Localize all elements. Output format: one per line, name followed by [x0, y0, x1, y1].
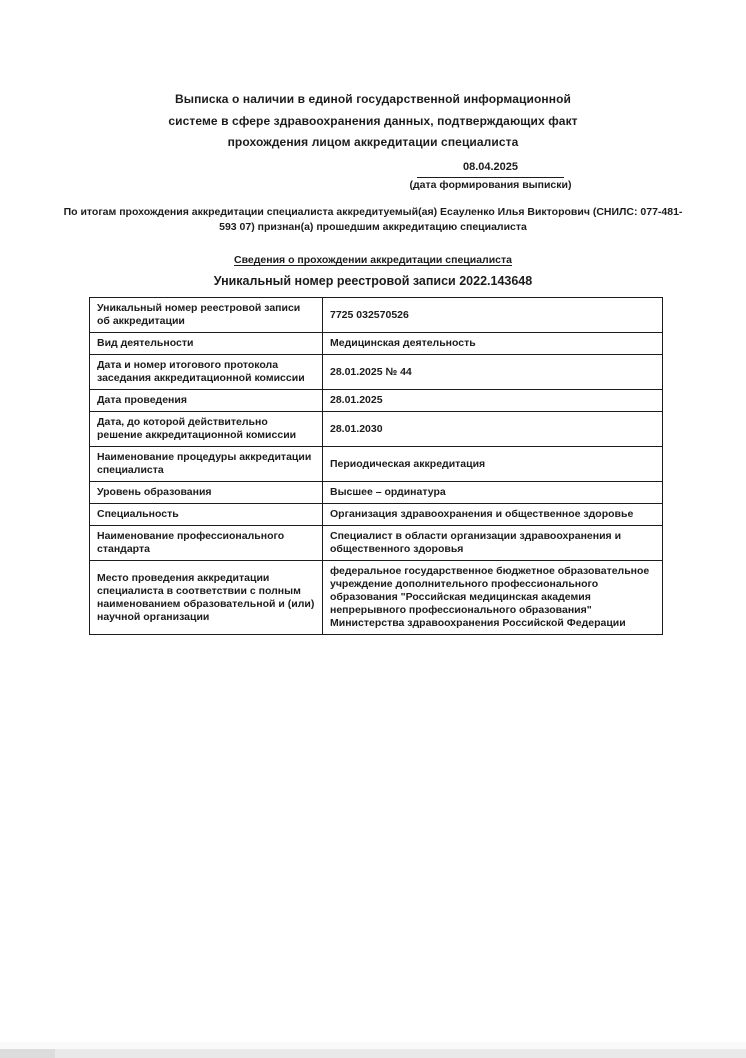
row-label-cell: Дата и номер итогового протокола заседания аккредитационной комиссии — [90, 355, 323, 390]
table-row — [90, 298, 663, 333]
row-label-cell: Дата проведения — [90, 390, 323, 412]
accreditation-table — [89, 297, 663, 635]
document-title-line-2: системе в сфере здравоохранения данных, подтверждающих факт — [168, 113, 578, 128]
row-value-cell: 28.01.2025 № 44 — [323, 355, 663, 390]
table-row — [90, 526, 663, 561]
document-title-line-1: Выписка о наличии в единой государственной информационной — [174, 92, 572, 106]
document-title-line-3: прохождения лицом аккредитации специалиста — [227, 135, 519, 149]
intro-paragraph-line-2: 593 07) признан(а) прошедшим аккредитацию специалиста — [219, 220, 527, 233]
footer-light-strip — [0, 1042, 746, 1049]
intro-paragraph-line-1: По итогам прохождения аккредитации специалиста аккредитуемый(ая) Есауленко Илья Викторович (СНИЛС: 077-481- — [63, 206, 683, 218]
table-row — [90, 390, 663, 412]
row-value-cell: 28.01.2025 — [323, 390, 663, 412]
footer-bar-left-segment — [0, 1049, 55, 1058]
table-row — [90, 412, 663, 447]
row-label-cell: Наименование процедуры аккредитации специалиста — [90, 447, 323, 482]
row-label-cell: Вид деятельности — [90, 333, 323, 355]
issue-date-block — [403, 160, 578, 192]
row-value-cell: федеральное государственное бюджетное образовательное учреждение дополнительного профессионального образования "Российская медицинская академия непрерывного профессионального образования" Министерства здравоохранения Российской Федерации — [323, 561, 663, 635]
row-label-cell: Специальность — [90, 504, 323, 526]
section-heading: Сведения о прохождении аккредитации специалиста — [234, 254, 512, 266]
table-row — [90, 447, 663, 482]
issue-date-value: 08.04.2025 — [417, 160, 564, 178]
table-row — [90, 504, 663, 526]
row-value-cell: 7725 032570526 — [323, 298, 663, 333]
row-value-cell: Периодическая аккредитация — [323, 447, 663, 482]
table-row — [90, 355, 663, 390]
row-label-cell: Уровень образования — [90, 482, 323, 504]
row-label-cell: Наименование профессионального стандарта — [90, 526, 323, 561]
row-value-cell: Специалист в области организации здравоохранения и общественного здоровья — [323, 526, 663, 561]
document-title — [0, 89, 746, 154]
intro-paragraph — [43, 205, 703, 234]
registry-number-heading: Уникальный номер реестровой записи 2022.143648 — [213, 274, 533, 288]
table-row — [90, 561, 663, 635]
row-value-cell: Организация здравоохранения и общественное здоровье — [323, 504, 663, 526]
table-row — [90, 482, 663, 504]
row-value-cell: Высшее – ординатура — [323, 482, 663, 504]
footer-bar — [0, 1049, 746, 1058]
row-label-cell: Место проведения аккредитации специалиста в соответствии с полным наименованием образовательной и (или) научной организации — [90, 561, 323, 635]
row-label-cell: Уникальный номер реестровой записи об аккредитации — [90, 298, 323, 333]
table-row — [90, 333, 663, 355]
issue-date-caption: (дата формирования выписки) — [409, 179, 572, 191]
row-value-cell: Медицинская деятельность — [323, 333, 663, 355]
row-value-cell: 28.01.2030 — [323, 412, 663, 447]
row-label-cell: Дата, до которой действительно решение аккредитационной комиссии — [90, 412, 323, 447]
